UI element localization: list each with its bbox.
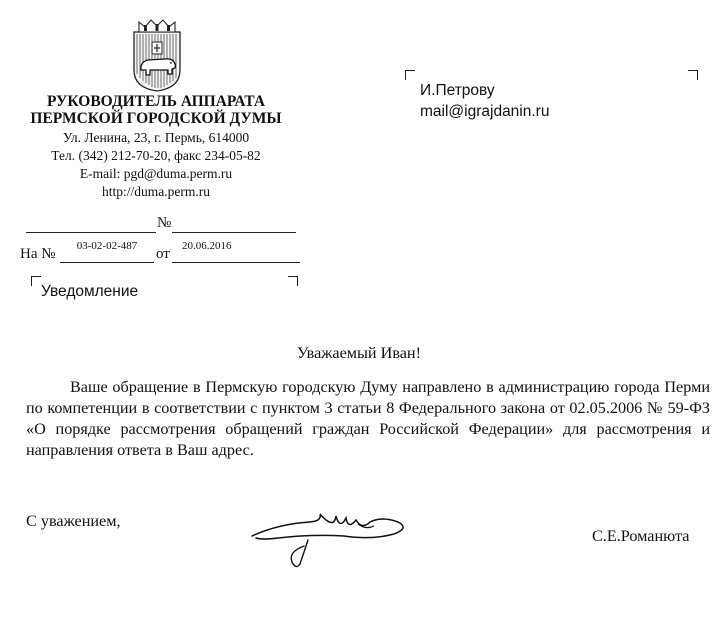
ref-number-field [60, 240, 154, 263]
letter-body-paragraph: Ваше обращение в Пермскую городскую Думу направлено в администрацию города Перми по компетенции в соответствии с пунктом 3 статьи 8 Федерального закона от 02.05.2006 № 59-ФЗ «О порядке рассмотрения обращений граждан Российской Федерации» для рассмотрения и направления ответа в Ваш адрес. [26, 378, 710, 459]
subject: Уведомление [41, 283, 139, 300]
organization-phone: Тел. (342) 212-70-20, факс 234-05-82 [51, 148, 261, 163]
subject-corner-right [288, 276, 298, 286]
subject-corner-left [31, 276, 41, 286]
reg-date-blank [172, 232, 296, 233]
ref-prefix: На № [20, 246, 56, 262]
recipient-name: И.Петрову [420, 82, 495, 99]
recipient-email: mail@igrajdanin.ru [420, 103, 550, 120]
recipient-corner-left [405, 70, 415, 80]
ref-from-label: от [156, 246, 170, 262]
organization-title-line2: ПЕРМСКОЙ ГОРОДСКОЙ ДУМЫ [30, 110, 282, 127]
organization-title: РУКОВОДИТЕЛЬ АППАРАТА [46, 93, 266, 110]
ref-date: 20.06.2016 [182, 240, 232, 252]
greeting: Уважаемый Иван! [297, 344, 421, 362]
recipient-corner-right [688, 70, 698, 80]
ref-number: 03-02-02-487 [76, 240, 138, 252]
letter-body [26, 377, 710, 461]
coat-of-arms-icon [131, 18, 183, 92]
organization-website: http://duma.perm.ru [102, 184, 210, 199]
organization-email: E-mail: pgd@duma.perm.ru [79, 166, 233, 181]
reg-number-sign: № [157, 215, 172, 231]
ref-date-field [172, 240, 300, 263]
organization-address: Ул. Ленина, 23, г. Пермь, 614000 [62, 130, 250, 145]
signatory: С.Е.Романюта [592, 527, 690, 545]
signature-icon [248, 500, 428, 572]
reg-number-blank [26, 232, 156, 233]
closing: С уважением, [26, 512, 121, 530]
